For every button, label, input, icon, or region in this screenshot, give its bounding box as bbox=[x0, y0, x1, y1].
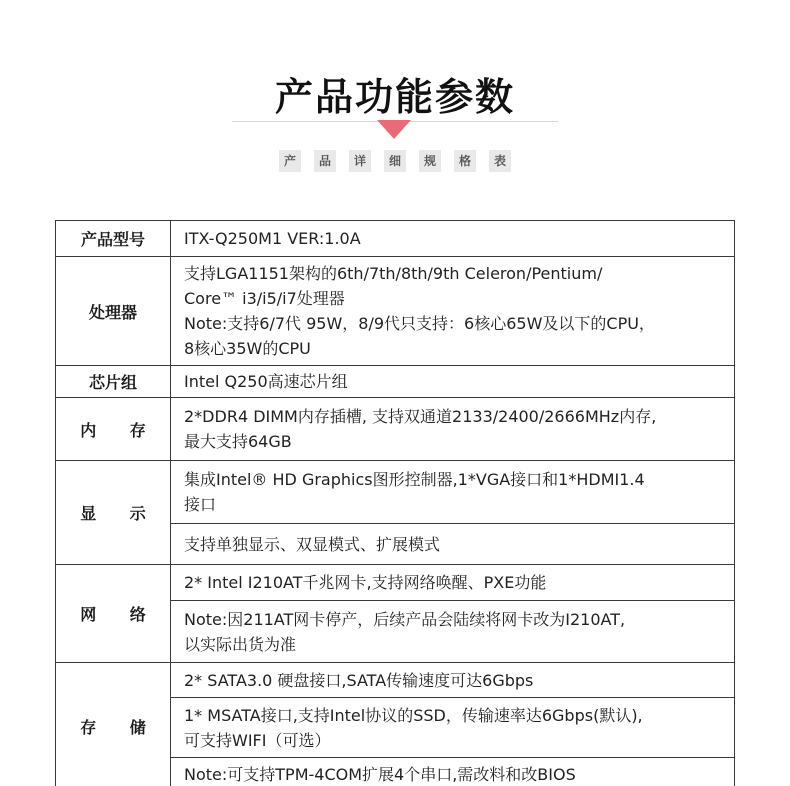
spec-table bbox=[55, 220, 735, 786]
row-label-storage: 存 储 bbox=[56, 663, 171, 786]
subtitle-char: 格 bbox=[454, 150, 476, 172]
row-value-network-1 bbox=[171, 565, 735, 601]
value-line: 2*DDR4 DIMM内存插槽, 支持双通道2133/2400/2666MHz内存, bbox=[184, 407, 657, 426]
row-label-display: 显 示 bbox=[56, 461, 171, 565]
value-line: 2* Intel I210AT千兆网卡,支持网络唤醒、PXE功能 bbox=[184, 573, 547, 592]
row-value-chipset bbox=[171, 366, 735, 398]
row-label-model: 产品型号 bbox=[56, 221, 171, 257]
row-value-display-1 bbox=[171, 461, 735, 524]
value-line: ITX-Q250M1 VER:1.0A bbox=[184, 229, 361, 248]
row-value-storage-1 bbox=[171, 663, 735, 698]
value-line: 接口 bbox=[184, 495, 217, 514]
row-value-display-2 bbox=[171, 524, 735, 565]
table-row bbox=[56, 461, 735, 524]
value-line: 1* MSATA接口,支持Intel协议的SSD，传输速率达6Gbps(默认), bbox=[184, 705, 643, 725]
value-line: 支持LGA1151架构的6th/7th/8th/9th Celeron/Pentium/ bbox=[184, 264, 603, 283]
table-row bbox=[56, 366, 735, 398]
row-label-chipset: 芯片组 bbox=[56, 366, 171, 398]
subtitle-char: 产 bbox=[279, 150, 301, 172]
value-line: Note:支持6/7代 95W，8/9代只支持：6核心65W及以下的CPU， bbox=[184, 314, 655, 333]
row-value-network-2 bbox=[171, 601, 735, 663]
value-line: 最大支持64GB bbox=[184, 432, 292, 451]
table-row bbox=[56, 398, 735, 461]
value-line: 以实际出货为准 bbox=[184, 634, 297, 654]
value-line: 8核心35W的CPU bbox=[184, 339, 311, 358]
row-value-model bbox=[171, 221, 735, 257]
subtitle-char: 详 bbox=[349, 150, 371, 172]
row-value-cpu bbox=[171, 257, 735, 366]
row-value-storage-2 bbox=[171, 698, 735, 758]
value-line: Intel Q250高速芯片组 bbox=[184, 372, 348, 391]
subtitle-char: 细 bbox=[384, 150, 406, 172]
table-row bbox=[56, 221, 735, 257]
down-triangle-icon bbox=[377, 120, 411, 139]
value-line: Note:可支持TPM-4COM扩展4个串口,需改料和改BIOS bbox=[184, 764, 576, 784]
subtitle-char: 表 bbox=[489, 150, 511, 172]
subtitle bbox=[0, 150, 790, 172]
table-row bbox=[56, 257, 735, 366]
subtitle-char: 规 bbox=[419, 150, 441, 172]
row-label-cpu: 处理器 bbox=[56, 257, 171, 366]
value-line: 可支持WIFI（可选） bbox=[184, 730, 331, 750]
row-label-memory: 内 存 bbox=[56, 398, 171, 461]
value-line: Core™ i3/i5/i7处理器 bbox=[184, 289, 345, 308]
page-title: 产品功能参数 bbox=[274, 75, 515, 119]
table-row bbox=[56, 565, 735, 601]
value-line: 支持单独显示、双显模式、扩展模式 bbox=[184, 534, 441, 554]
subtitle-char: 品 bbox=[314, 150, 336, 172]
row-value-storage-3 bbox=[171, 758, 735, 786]
table-row bbox=[56, 663, 735, 698]
value-line: Note:因211AT网卡停产，后续产品会陆续将网卡改为I210AT, bbox=[184, 609, 626, 629]
value-line: 2* SATA3.0 硬盘接口,SATA传输速度可达6Gbps bbox=[184, 670, 534, 690]
row-label-network: 网 络 bbox=[56, 565, 171, 663]
value-line: 集成Intel® HD Graphics图形控制器,1*VGA接口和1*HDMI1.4 bbox=[184, 470, 645, 489]
row-value-memory bbox=[171, 398, 735, 461]
